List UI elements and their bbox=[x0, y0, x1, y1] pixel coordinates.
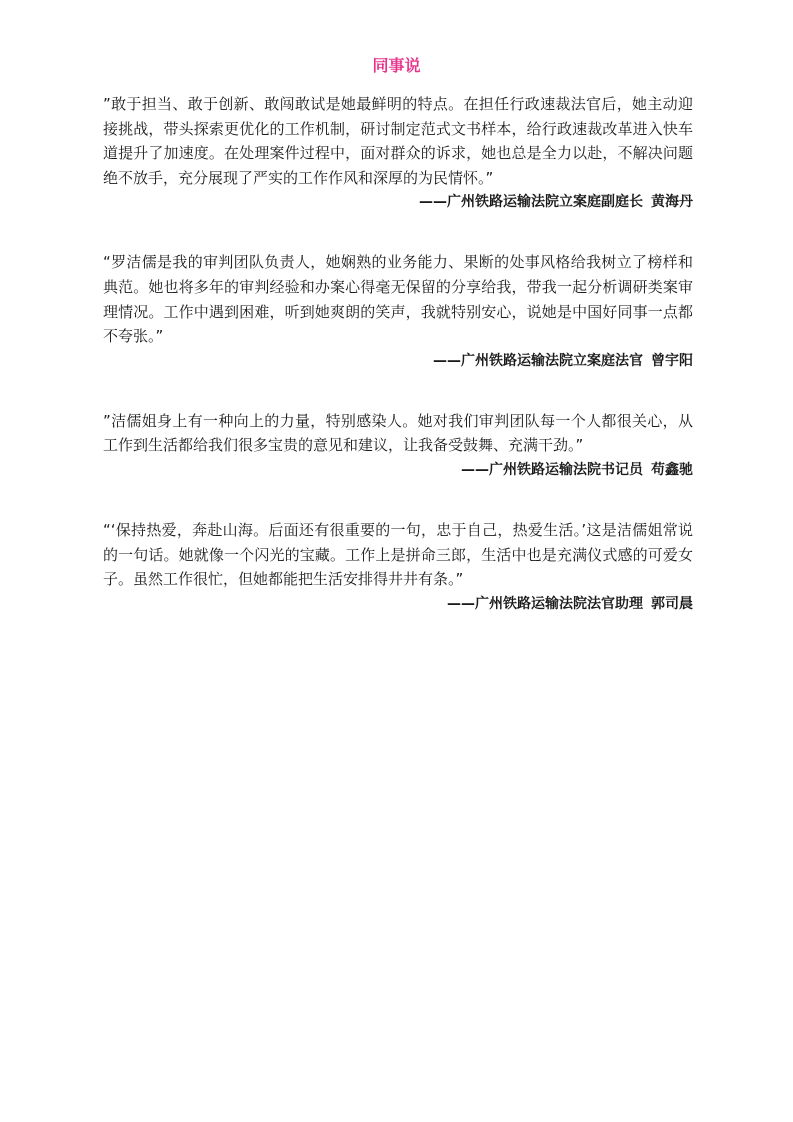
attribution-name: 黄海丹 bbox=[651, 194, 693, 211]
attribution-title: ——广州铁路运输法院书记员 bbox=[461, 461, 643, 478]
attribution-name: 苟鑫驰 bbox=[651, 461, 693, 478]
attribution-title: ——广州铁路运输法院法官助理 bbox=[447, 595, 643, 612]
attribution-title: ——广州铁路运输法院立案庭法官 bbox=[433, 352, 643, 369]
page-title: 同事说 bbox=[372, 56, 421, 75]
testimonial-attribution bbox=[103, 349, 693, 373]
testimonial-2 bbox=[103, 250, 693, 372]
testimonial-4 bbox=[103, 518, 693, 616]
attribution-name: 郭司晨 bbox=[651, 595, 693, 612]
testimonial-attribution bbox=[103, 592, 693, 616]
testimonial-text: ”敢于担当、敢于创新、敢闯敢试是她最鲜明的特点。在担任行政速裁法官后，她主动迎接挑战，带头探索更优化的工作机制，研讨制定范式文书样本，给行政速裁改革进入快车道提升了加速度。在处理案件过程中，面对群众的诉求，她也总是全力以赴，不解决问题绝不放手，充分展现了严实的工作作风和深厚的为民情怀。” bbox=[103, 95, 693, 187]
testimonial-1 bbox=[103, 92, 693, 214]
attribution-title: ——广州铁路运输法院立案庭副庭长 bbox=[419, 194, 643, 211]
testimonials-list bbox=[103, 92, 693, 616]
testimonial-attribution bbox=[103, 190, 693, 214]
testimonial-text: ”洁儒姐身上有一种向上的力量，特别感染人。她对我们审判团队每一个人都很关心，从工作到生活都给我们很多宝贵的意见和建议，让我备受鼓舞、充满干劲。” bbox=[103, 411, 693, 455]
testimonial-3 bbox=[103, 409, 693, 482]
testimonial-text: “罗洁儒是我的审判团队负责人，她娴熟的业务能力、果断的处事风格给我树立了榜样和典范。她也将多年的审判经验和办案心得毫无保留的分享给我，带我一起分析调研类案审理情况。工作中遇到困难，听到她爽朗的笑声，我就特别安心，说她是中国好同事一点都不夸张。” bbox=[103, 253, 693, 346]
testimonial-attribution bbox=[103, 458, 693, 482]
attribution-name: 曾宇阳 bbox=[651, 352, 693, 369]
testimonial-text: “‘保持热爱，奔赴山海。后面还有很重要的一句，忠于自己，热爱生活。’这是洁儒姐常说的一句话。她就像一个闪光的宝藏。工作上是拼命三郎，生活中也是充满仪式感的可爱女子。虽然工作很忙，但她都能把生活安排得井井有条。” bbox=[103, 520, 693, 589]
